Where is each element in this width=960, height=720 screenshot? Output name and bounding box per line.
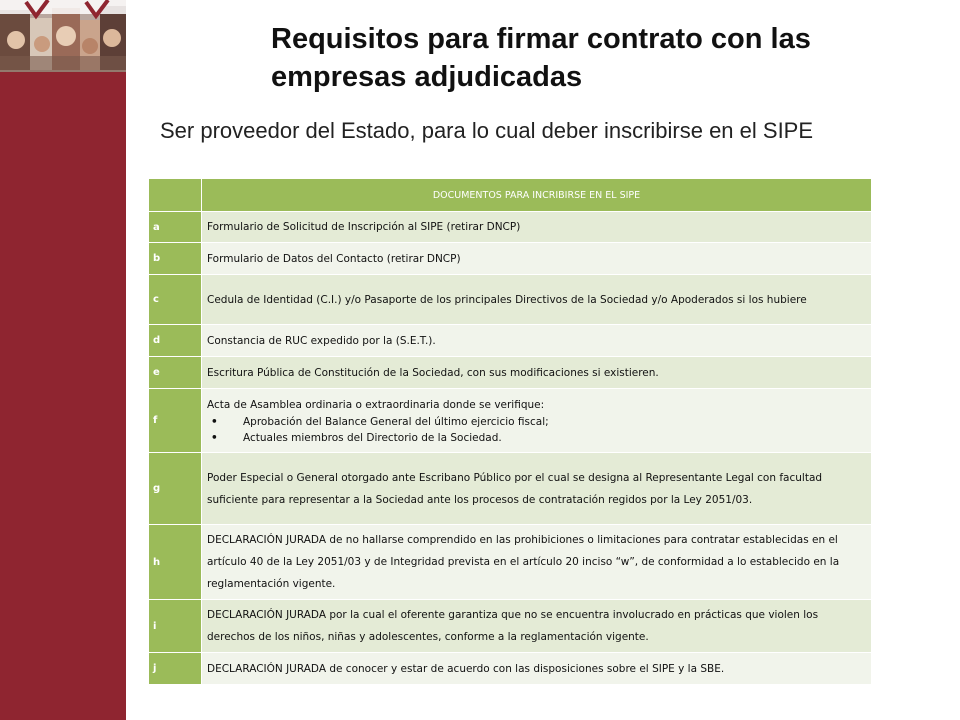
table-header-title: DOCUMENTOS PARA INCRIBIRSE EN EL SIPE bbox=[202, 179, 872, 212]
table-row bbox=[149, 653, 872, 685]
table-row bbox=[149, 389, 872, 453]
page-subtitle: Ser proveedor del Estado, para lo cual deber inscribirse en el SIPE bbox=[160, 118, 814, 143]
row-letter: e bbox=[149, 357, 202, 389]
row-letter: d bbox=[149, 325, 202, 357]
table-row bbox=[149, 600, 872, 653]
header-photo-collage bbox=[0, 0, 126, 88]
row-description-intro: Acta de Asamblea ordinaria o extraordinaria donde se verifique: bbox=[207, 398, 545, 411]
bullet-list bbox=[207, 414, 865, 446]
row-description: Poder Especial o General otorgado ante Escribano Público por el cual se designa al Representante Legal con facultad suficiente para representar a la Sociedad ante los procesos de contratación regidos por la Ley 2051/03. bbox=[202, 453, 872, 525]
row-description: DECLARACIÓN JURADA por la cual el oferente garantiza que no se encuentra involucrado en prácticas que violen los derechos de los niños, niñas y adolescentes, conforme a la reglamentación vigente. bbox=[202, 600, 872, 653]
table-header-row bbox=[149, 179, 872, 212]
row-letter: f bbox=[149, 389, 202, 453]
table-row bbox=[149, 243, 872, 275]
row-description: Formulario de Datos del Contacto (retirar DNCP) bbox=[202, 243, 872, 275]
row-letter: i bbox=[149, 600, 202, 653]
page-title: Requisitos para firmar contrato con las empresas adjudicadas bbox=[271, 23, 811, 93]
row-description: Cedula de Identidad (C.I.) y/o Pasaporte de los principales Directivos de la Sociedad y/o Apoderados si los hubiere bbox=[202, 275, 872, 325]
table-row bbox=[149, 453, 872, 525]
row-description: Constancia de RUC expedido por la (S.E.T.). bbox=[202, 325, 872, 357]
bullet-item: • Actuales miembros del Directorio de la Sociedad. bbox=[207, 430, 865, 446]
row-description: DECLARACIÓN JURADA de conocer y estar de acuerdo con las disposiciones sobre el SIPE y la SBE. bbox=[202, 653, 872, 685]
table-row bbox=[149, 212, 872, 243]
documents-table bbox=[148, 178, 872, 685]
sidebar-band bbox=[0, 0, 126, 720]
table-row bbox=[149, 357, 872, 389]
table-row bbox=[149, 525, 872, 600]
row-letter: b bbox=[149, 243, 202, 275]
row-description: Escritura Pública de Constitución de la Sociedad, con sus modificaciones si existieren. bbox=[202, 357, 872, 389]
row-description: Formulario de Solicitud de Inscripción al SIPE (retirar DNCP) bbox=[202, 212, 872, 243]
row-description: DECLARACIÓN JURADA de no hallarse comprendido en las prohibiciones o limitaciones para contratar establecidas en el artículo 40 de la Ley 2051/03 y de Integridad prevista en el artículo 20 inciso “w”, de conformidad a lo establecido en la reglamentación vigente. bbox=[202, 525, 872, 600]
row-description bbox=[202, 389, 872, 453]
row-letter: j bbox=[149, 653, 202, 685]
table-row bbox=[149, 325, 872, 357]
row-letter: a bbox=[149, 212, 202, 243]
header-letter-cell bbox=[149, 179, 202, 212]
bullet-item: • Aprobación del Balance General del último ejercicio fiscal; bbox=[207, 414, 865, 430]
row-letter: g bbox=[149, 453, 202, 525]
row-letter: h bbox=[149, 525, 202, 600]
row-letter: c bbox=[149, 275, 202, 325]
table-row bbox=[149, 275, 872, 325]
